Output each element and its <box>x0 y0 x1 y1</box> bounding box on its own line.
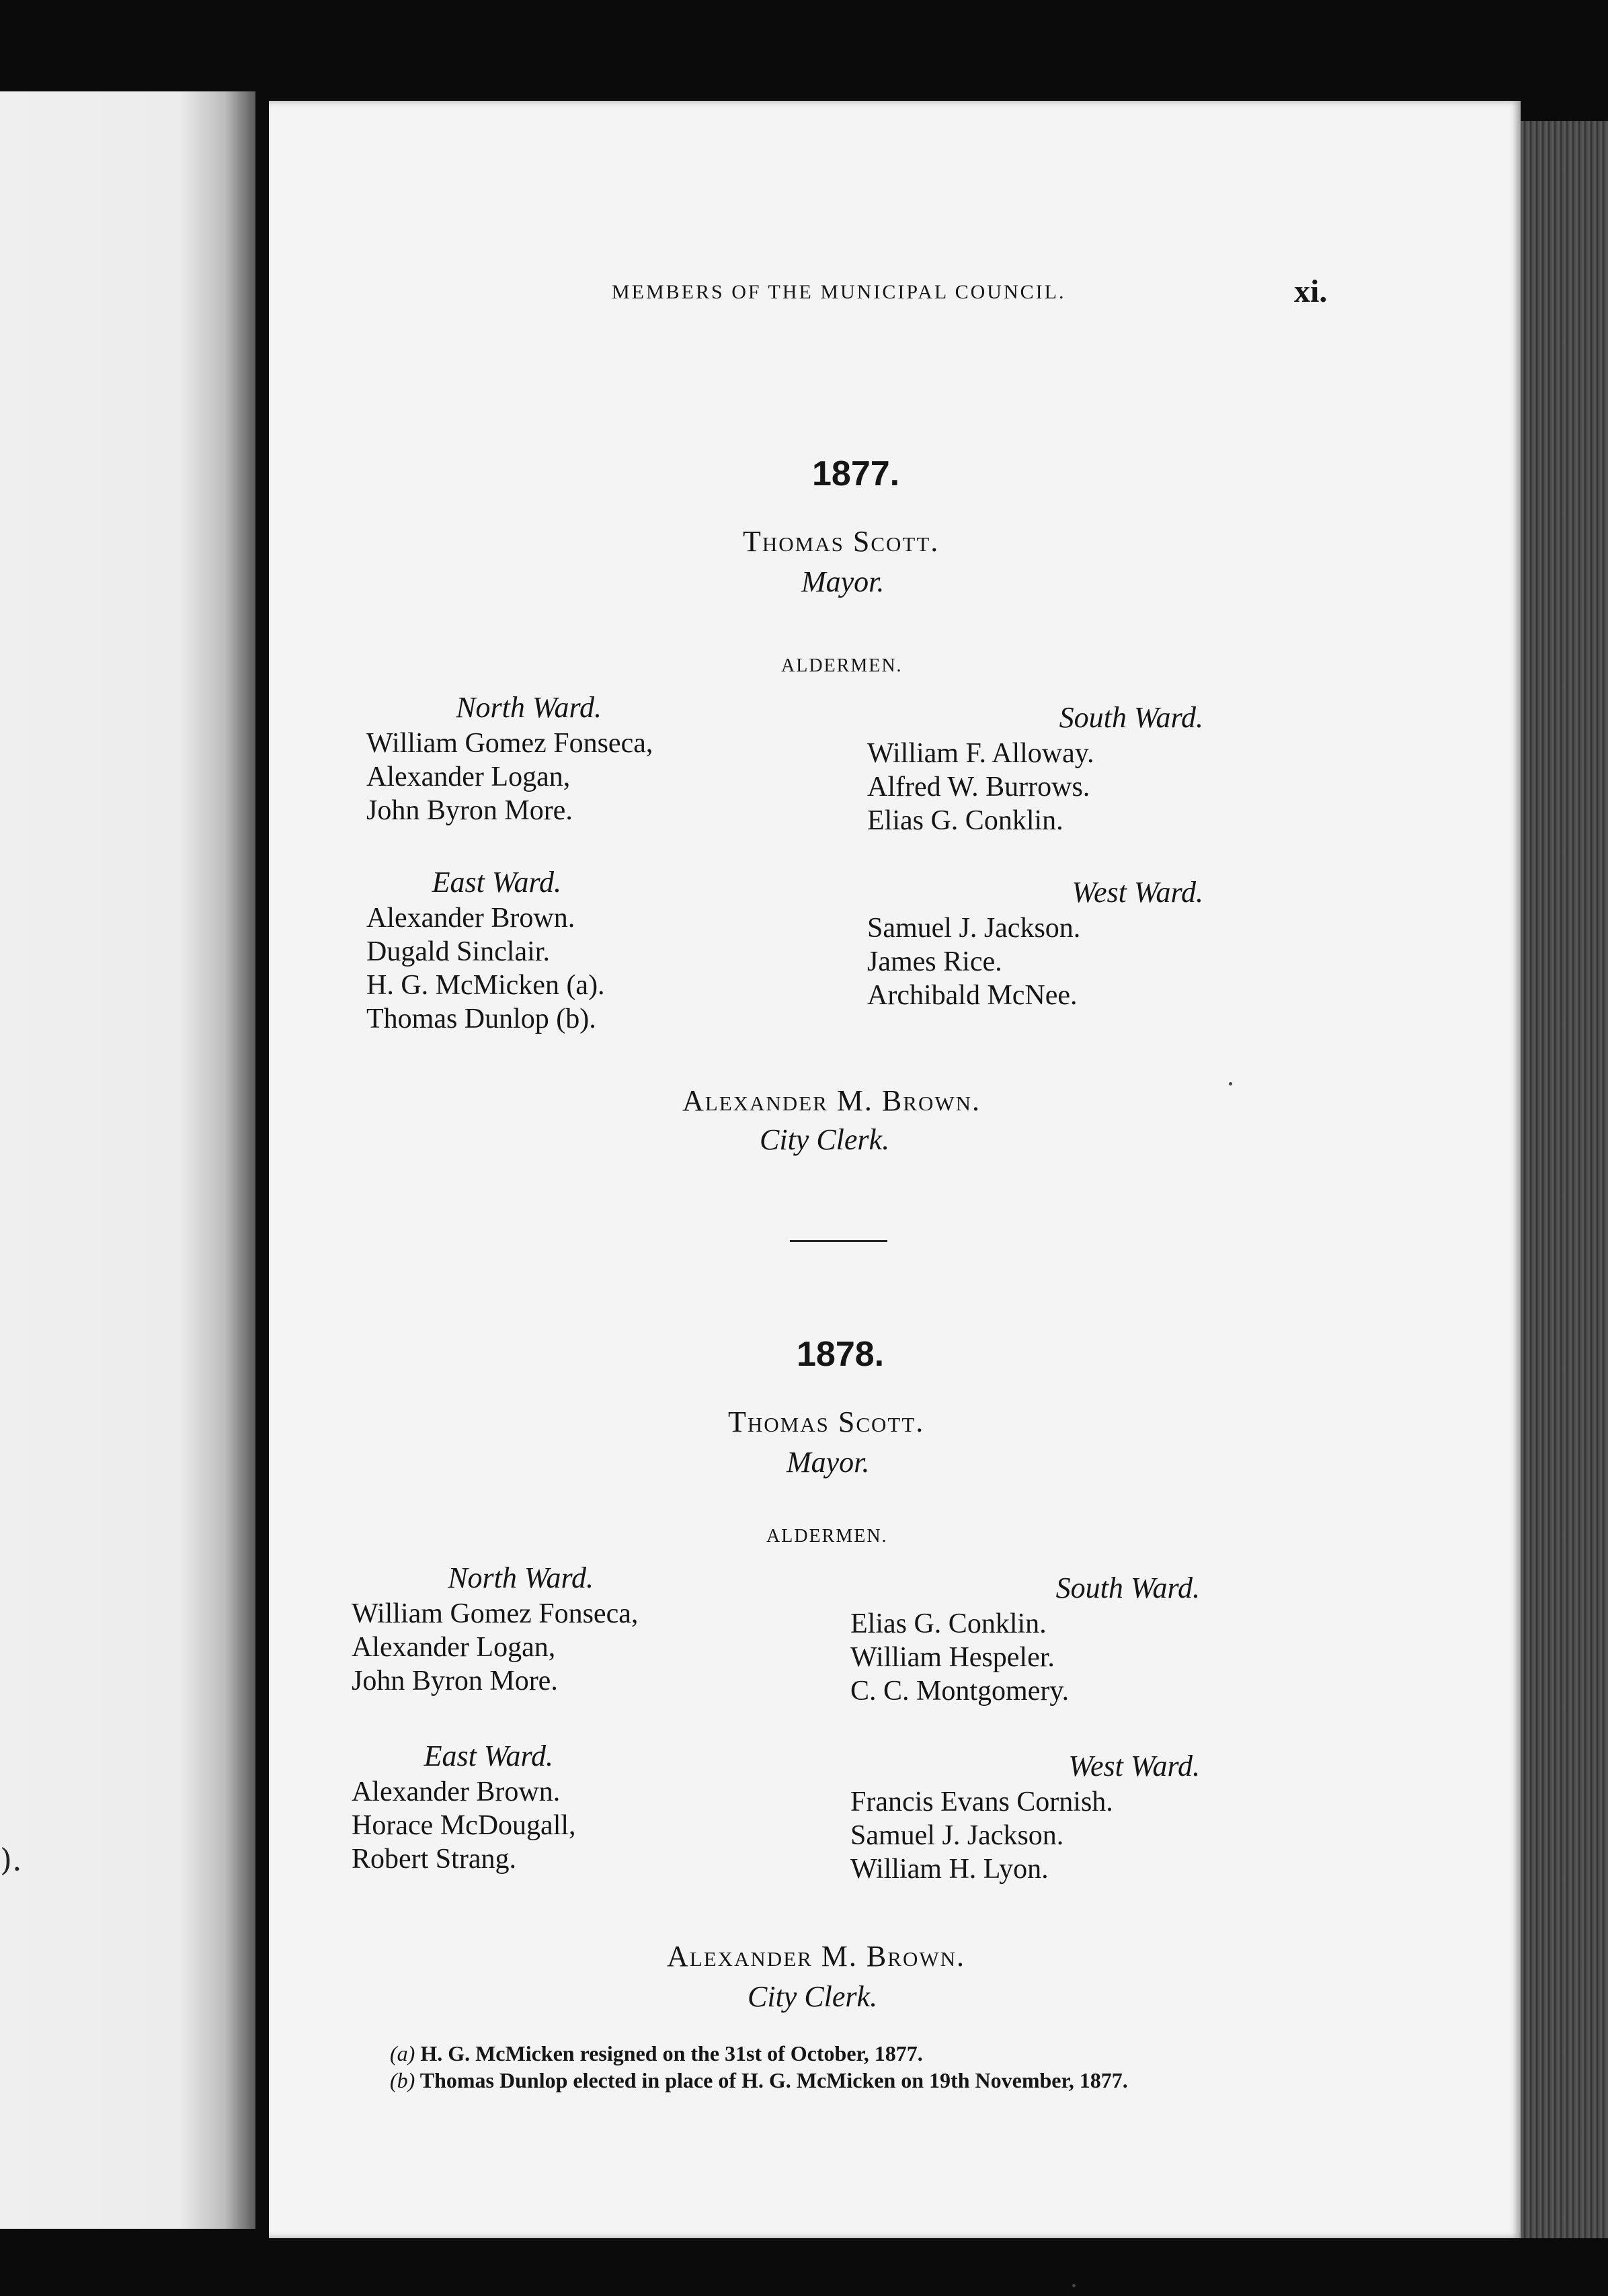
ward-title: East Ward. <box>424 1739 553 1772</box>
ward-member: Elias G. Conklin. <box>850 1608 1047 1639</box>
ward-member: William Hespeler. <box>850 1642 1055 1673</box>
ward-member: Samuel J. Jackson. <box>867 913 1081 944</box>
document-page <box>269 101 1521 2238</box>
ward-title: West Ward. <box>1072 876 1203 909</box>
ward-member: Francis Evans Cornish. <box>850 1787 1113 1817</box>
north-ward <box>352 1559 688 1698</box>
mayor-name: Thomas Scott. <box>743 525 940 558</box>
aldermen-heading: ALDERMEN. <box>781 655 903 676</box>
ward-title: North Ward. <box>448 1561 594 1594</box>
left-page <box>0 91 255 2229</box>
ward-member: Dugald Sinclair. <box>366 936 550 967</box>
ward-member: John Byron More. <box>366 795 573 826</box>
clerk-role: City Clerk. <box>748 1980 878 2013</box>
ward-member: Horace McDougall, <box>352 1810 576 1841</box>
east-ward <box>352 1737 688 1876</box>
clerk-name: Alexander M. Brown. <box>682 1084 981 1117</box>
clerk-name: Alexander M. Brown. <box>667 1940 965 1973</box>
clerk-role: City Clerk. <box>760 1123 890 1156</box>
mayor-role: Mayor. <box>801 565 885 598</box>
ward-member: H. G. McMicken (a). <box>366 970 605 1001</box>
footnotes <box>390 2040 1128 2094</box>
footnote-text: H. G. McMicken resigned on the 31st of October, 1877. <box>420 2041 923 2065</box>
aldermen-heading: ALDERMEN. <box>766 1526 888 1547</box>
footnote-text: Thomas Dunlop elected in place of H. G. McMicken on 19th November, 1877. <box>419 2068 1128 2092</box>
ward-member: William Gomez Fonseca, <box>352 1598 639 1629</box>
book-page-edges <box>1521 121 1608 2238</box>
ward-member: Alfred W. Burrows. <box>867 772 1090 803</box>
ward-member: Thomas Dunlop (b). <box>366 1003 596 1034</box>
west-ward <box>867 874 1203 1012</box>
ward-member: William H. Lyon. <box>850 1854 1049 1885</box>
page-number: xi. <box>1294 274 1328 309</box>
left-page-fragment: ). <box>0 1842 22 1878</box>
section-divider <box>790 1240 887 1242</box>
ward-title: East Ward. <box>432 866 561 899</box>
ward-member: Robert Strang. <box>352 1844 516 1875</box>
footnote-marker: (a) <box>390 2041 415 2065</box>
ward-member: Alexander Logan, <box>352 1632 556 1663</box>
ward-member: Alexander Logan, <box>366 762 571 792</box>
ward-member: John Byron More. <box>352 1666 558 1696</box>
ward-title: South Ward. <box>1059 701 1203 734</box>
footnote <box>390 2040 1128 2067</box>
ward-member: Alexander Brown. <box>366 903 575 934</box>
ward-member: Alexander Brown. <box>352 1776 561 1807</box>
ward-member: Elias G. Conklin. <box>867 805 1063 836</box>
scan-speck <box>1072 2284 1076 2287</box>
footnote <box>390 2067 1128 2094</box>
mayor-role: Mayor. <box>787 1446 870 1479</box>
south-ward <box>850 1569 1200 1708</box>
running-title: MEMBERS OF THE MUNICIPAL COUNCIL. <box>612 281 1066 303</box>
ward-title: South Ward. <box>1055 1571 1200 1604</box>
mayor-name: Thomas Scott. <box>728 1405 925 1438</box>
ward-title: North Ward. <box>456 691 602 724</box>
ward-member: Samuel J. Jackson. <box>850 1820 1064 1851</box>
ward-title: West Ward. <box>1068 1750 1200 1782</box>
north-ward <box>366 689 702 827</box>
footnote-marker: (b) <box>390 2068 415 2092</box>
south-ward <box>867 699 1203 837</box>
ward-member: William F. Alloway. <box>867 738 1094 769</box>
west-ward <box>850 1748 1200 1886</box>
east-ward <box>366 864 702 1036</box>
section-year: 1878. <box>797 1335 885 1374</box>
ward-member: James Rice. <box>867 946 1002 977</box>
ward-member: C. C. Montgomery. <box>850 1676 1070 1707</box>
section-year: 1877. <box>812 454 900 493</box>
scan-speck <box>1229 1082 1232 1085</box>
ward-member: William Gomez Fonseca, <box>366 728 653 759</box>
ward-member: Archibald McNee. <box>867 980 1078 1011</box>
